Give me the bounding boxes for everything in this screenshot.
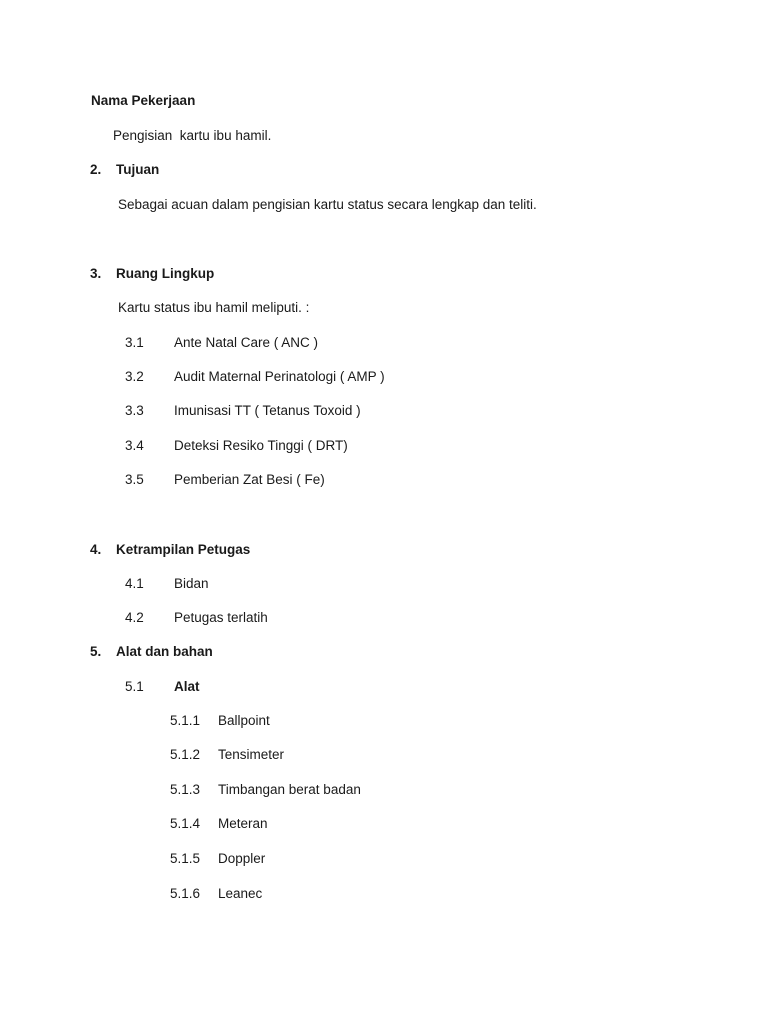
list-item-number: 5.1.5 xyxy=(170,851,201,866)
section-body-nama-pekerjaan: Pengisian kartu ibu hamil. xyxy=(113,128,272,143)
list-item-number: 3.5 xyxy=(125,472,144,487)
list-item-text: Timbangan berat badan xyxy=(218,782,361,797)
section-heading-ketrampilan-petugas: Ketrampilan Petugas xyxy=(116,542,251,557)
list-item-text: Meteran xyxy=(218,816,268,831)
subsection-heading-alat: Alat xyxy=(174,679,200,694)
section-heading-tujuan: Tujuan xyxy=(116,162,160,177)
list-item-text: Ballpoint xyxy=(218,713,270,728)
list-item-number: 5.1.2 xyxy=(170,747,201,762)
list-item-text: Leanec xyxy=(218,886,263,901)
subsection-number: 5.1 xyxy=(125,679,144,694)
section-number-3: 3. xyxy=(90,266,102,281)
section-number-4: 4. xyxy=(90,542,102,557)
section-heading-ruang-lingkup: Ruang Lingkup xyxy=(116,266,215,281)
list-item-text: Doppler xyxy=(218,851,266,866)
list-item-text: Tensimeter xyxy=(218,747,285,762)
section-heading-alat-dan-bahan: Alat dan bahan xyxy=(116,644,213,659)
list-item-number: 3.2 xyxy=(125,369,144,384)
section-intro-ruang-lingkup: Kartu status ibu hamil meliputi. : xyxy=(118,300,310,315)
list-item-number: 4.1 xyxy=(125,576,144,591)
list-item-number: 5.1.4 xyxy=(170,816,201,831)
list-item-text: Ante Natal Care ( ANC ) xyxy=(174,335,319,350)
section-number-2: 2. xyxy=(90,162,102,177)
list-item-number: 5.1.6 xyxy=(170,886,201,901)
list-item-text: Audit Maternal Perinatologi ( AMP ) xyxy=(174,369,385,384)
section-number-5: 5. xyxy=(90,644,102,659)
section-heading-nama-pekerjaan: Nama Pekerjaan xyxy=(91,93,196,108)
list-item-text: Imunisasi TT ( Tetanus Toxoid ) xyxy=(174,403,361,418)
list-item-number: 5.1.1 xyxy=(170,713,201,728)
list-item-number: 4.2 xyxy=(125,610,144,625)
list-item-text: Bidan xyxy=(174,576,209,591)
list-item-number: 5.1.3 xyxy=(170,782,201,797)
list-item-number: 3.1 xyxy=(125,335,144,350)
list-item-text: Petugas terlatih xyxy=(174,610,268,625)
list-item-number: 3.4 xyxy=(125,438,144,453)
list-item-text: Deteksi Resiko Tinggi ( DRT) xyxy=(174,438,348,453)
section-body-tujuan: Sebagai acuan dalam pengisian kartu status secara lengkap dan teliti. xyxy=(118,197,537,212)
list-item-text: Pemberian Zat Besi ( Fe) xyxy=(174,472,325,487)
list-item-number: 3.3 xyxy=(125,403,144,418)
